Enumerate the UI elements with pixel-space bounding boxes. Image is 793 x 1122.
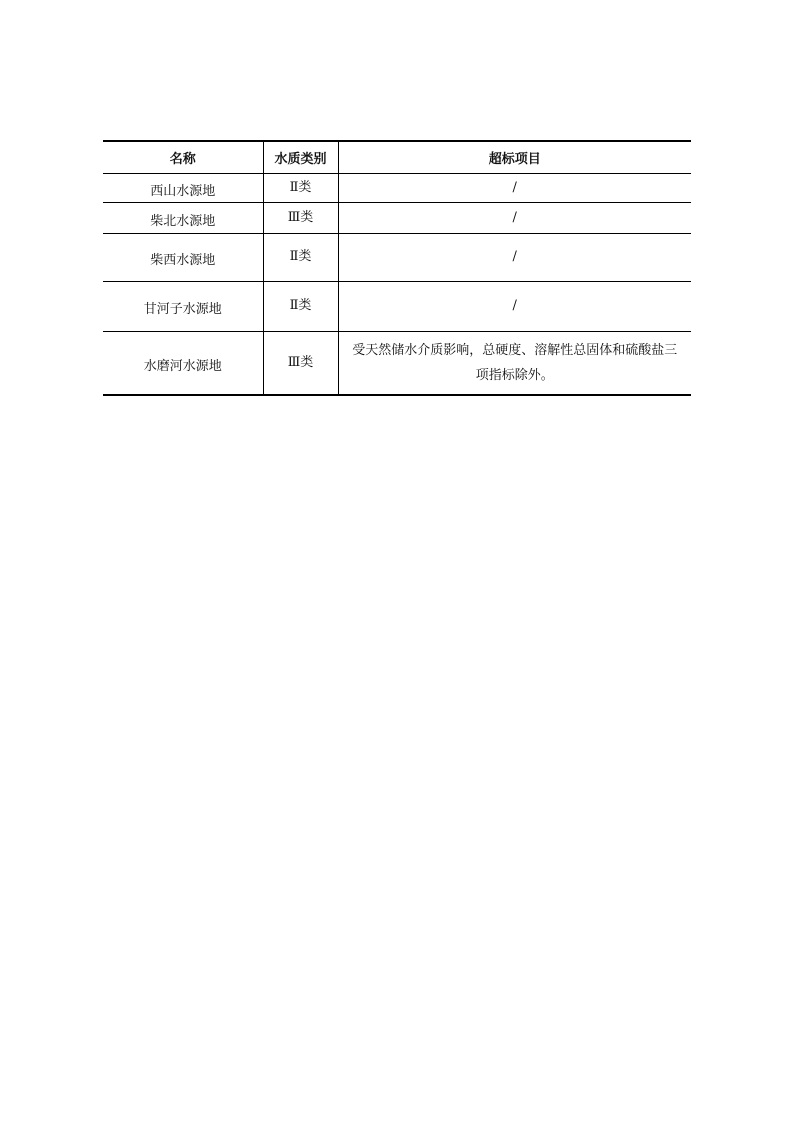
source-name: 柴西水源地 xyxy=(150,253,216,269)
water-class-cell xyxy=(263,281,338,331)
water-class-cell xyxy=(263,173,338,202)
table-row xyxy=(103,173,691,202)
header-name: 名称 xyxy=(103,141,263,173)
source-name-cell xyxy=(103,173,263,202)
source-name-cell xyxy=(103,281,263,331)
water-class: Ⅱ类 xyxy=(289,179,312,195)
exceed-items: / xyxy=(512,298,517,314)
header-exceed-items: 超标项目 xyxy=(338,141,691,173)
water-class: Ⅱ类 xyxy=(289,298,312,314)
source-name: 水磨河水源地 xyxy=(143,358,222,374)
header-row xyxy=(103,141,691,173)
table-row xyxy=(103,202,691,233)
source-name-cell xyxy=(103,233,263,281)
exceed-cell xyxy=(338,233,691,281)
table-row xyxy=(103,281,691,331)
exceed-cell xyxy=(338,202,691,233)
water-class: Ⅲ类 xyxy=(287,354,314,370)
exceed-cell xyxy=(338,173,691,202)
water-class-cell xyxy=(263,331,338,395)
exceed-items: / xyxy=(512,209,517,225)
exceed-cell xyxy=(338,281,691,331)
table-body xyxy=(103,173,691,395)
water-class-cell xyxy=(263,202,338,233)
exceed-cell xyxy=(338,331,691,395)
source-name: 西山水源地 xyxy=(150,183,216,199)
header-water-class: 水质类别 xyxy=(263,141,338,173)
water-class: Ⅱ类 xyxy=(289,249,312,265)
table-header xyxy=(103,141,691,173)
exceed-items: / xyxy=(512,249,517,265)
water-class-cell xyxy=(263,233,338,281)
exceed-items: 受天然储水介质影响，总硬度、溶解性总固体和硫酸盐三项指标除外。 xyxy=(352,342,678,383)
source-name: 甘河子水源地 xyxy=(143,302,222,318)
water-class: Ⅲ类 xyxy=(287,209,314,225)
table-row xyxy=(103,331,691,395)
water-quality-table xyxy=(103,140,691,396)
table-row xyxy=(103,233,691,281)
source-name: 柴北水源地 xyxy=(150,213,216,229)
source-name-cell xyxy=(103,331,263,395)
source-name-cell xyxy=(103,202,263,233)
exceed-items: / xyxy=(512,179,517,195)
